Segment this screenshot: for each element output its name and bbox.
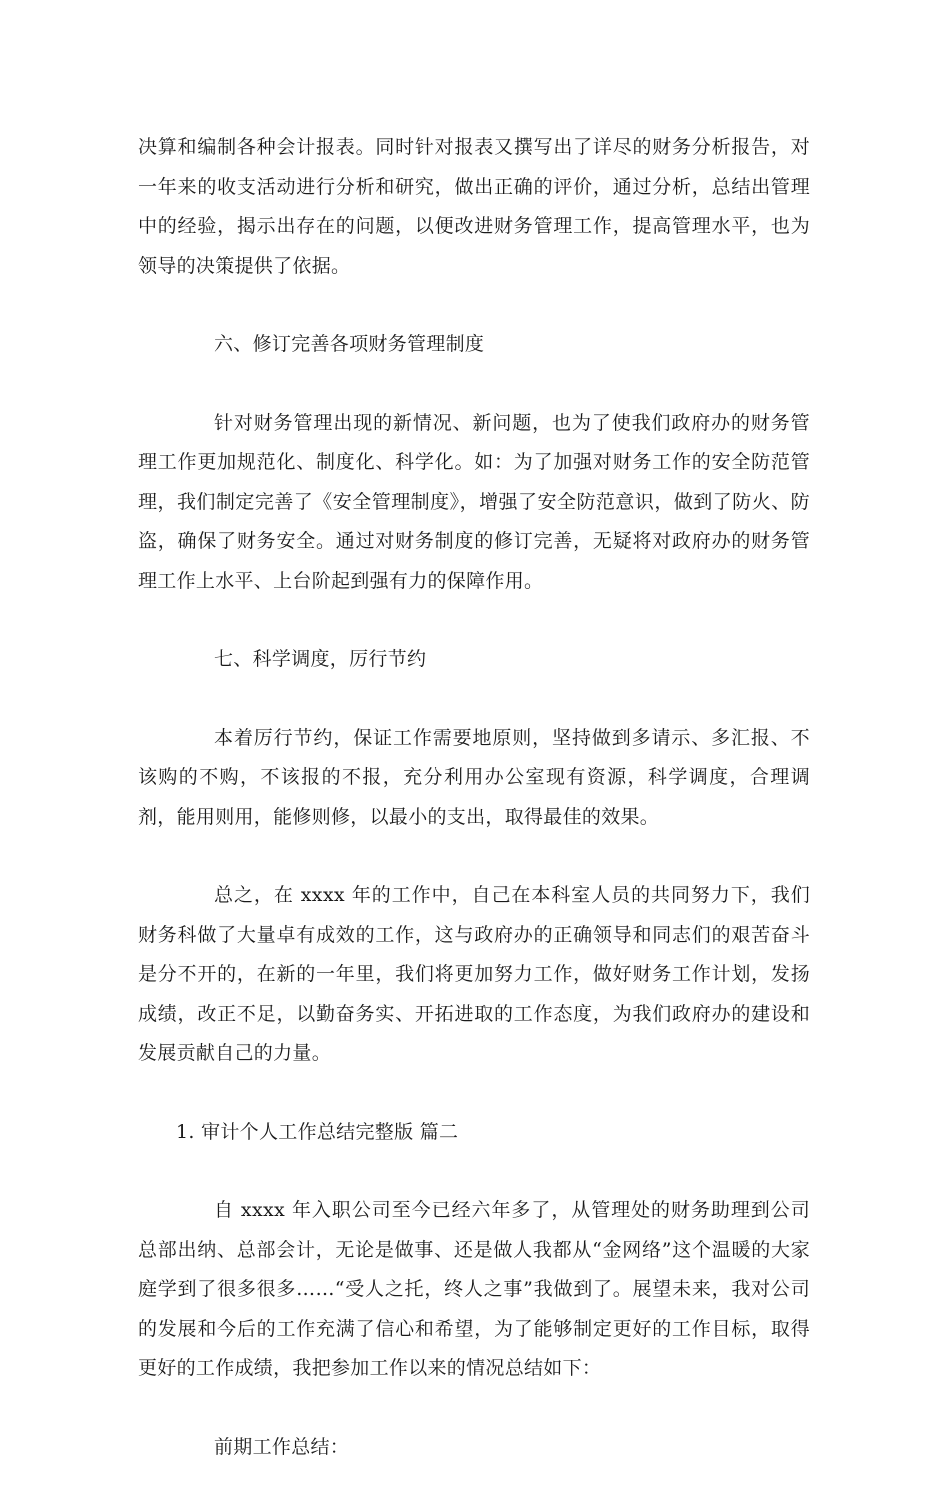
subheading-previous-work: 前期工作总结： [214, 1435, 350, 1458]
paragraph-regulations: 针对财务管理出现的新情况、新问题，也为了使我们政府办的财务管理工作更加规范化、制度化、科学化。如：为了加强对财务工作的安全防范管理，我们制定完善了《安全管理制度》，增强了安全防范意识，做到了防火、防盗，确保了财务安全。通过对财务制度的修订完善，无疑将对政府办的财务管理工作上水平、上台阶起到强有力的保障作用。 [138, 411, 810, 592]
paragraph-economy: 本着厉行节约，保证工作需要地原则，坚持做到多请示、多汇报、不该购的不购，不该报的不报，充分利用办公室现有资源，科学调度，合理调剂，能用则用，能修则修，以最小的支出，取得最佳的效果。 [138, 726, 810, 828]
section-heading-seven: 七、科学调度，厉行节约 [214, 648, 427, 670]
article-heading-part-two: 1. 审计个人工作总结完整版 篇二 [176, 1120, 459, 1143]
document-body [138, 128, 810, 1506]
section-heading-six: 六、修订完善各项财务管理制度 [214, 333, 485, 355]
paragraph-intro: 自 xxxx 年入职公司至今已经六年多了，从管理处的财务助理到公司总部出纳、总部会计，无论是做事、还是做人我都从“金网络”这个温暖的大家庭学到了很多很多……“受人之托，终人之事”我做到了。展望未来，我对公司的发展和今后的工作充满了信心和希望，为了能够制定更好的工作目标，取得更好的工作成绩，我把参加工作以来的情况总结如下： [138, 1199, 810, 1379]
paragraph-summary: 总之，在 xxxx 年的工作中，自己在本科室人员的共同努力下，我们财务科做了大量卓有成效的工作，这与政府办的正确领导和同志们的艰苦奋斗是分不开的，在新的一年里，我们将更加努力工作，做好财务工作计划，发扬成绩，改正不足，以勤奋务实、开拓进取的工作态度，为我们政府办的建设和发展贡献自己的力量。 [138, 884, 810, 1064]
paragraph-continuation: 决算和编制各种会计报表。同时针对报表又撰写出了详尽的财务分析报告，对一年来的收支活动进行分析和研究，做出正确的评价，通过分析，总结出管理中的经验，揭示出存在的问题，以便改进财务管理工作，提高管理水平，也为领导的决策提供了依据。 [138, 136, 810, 277]
